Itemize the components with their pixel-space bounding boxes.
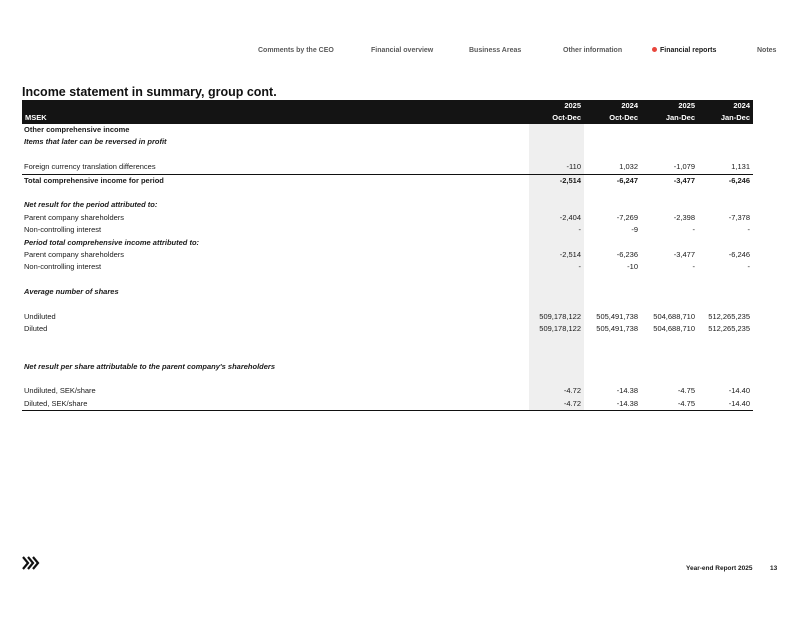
- row-value: [584, 149, 641, 161]
- row-value: -14.40: [698, 398, 753, 411]
- row-label: Diluted: [24, 324, 48, 334]
- row-value: -6,246: [728, 250, 750, 260]
- active-indicator-dot: [652, 47, 657, 52]
- row-label: [22, 187, 529, 199]
- row-label: Non-controlling interest: [24, 225, 102, 235]
- row-value: [698, 348, 753, 360]
- footer-report-name: Year-end Report 2025: [686, 565, 753, 572]
- row-value: -: [747, 225, 750, 235]
- row-value: 505,491,738: [596, 312, 638, 322]
- row-value: -: [529, 224, 584, 236]
- table-row: [22, 187, 753, 199]
- table-row: [22, 261, 753, 273]
- row-value: [698, 149, 753, 161]
- row-value: -6,247: [584, 174, 641, 187]
- row-label: Other comprehensive income: [24, 125, 130, 134]
- row-label: Items that later can be reversed in profit: [24, 137, 167, 147]
- table-row: [22, 286, 753, 298]
- row-value: [641, 373, 698, 385]
- header-period: Oct-Dec: [584, 112, 641, 124]
- row-label: Parent company shareholders: [24, 212, 125, 222]
- row-value: [529, 286, 584, 298]
- header-row-years: [22, 100, 753, 112]
- row-value: [584, 336, 641, 348]
- row-value: -10: [627, 262, 638, 272]
- row-value: [584, 361, 641, 373]
- row-label: Net result per share attributable to the parent company's shareholders: [24, 361, 276, 371]
- row-value: 509,178,122: [529, 311, 584, 323]
- row-value: [698, 336, 753, 348]
- row-value: 504,688,710: [653, 324, 695, 334]
- header-period: Jan-Dec: [698, 112, 753, 124]
- table-row: [22, 323, 753, 335]
- row-label: Undiluted, SEK/share: [24, 386, 96, 396]
- row-label: Net result for the period attributed to:: [24, 200, 158, 210]
- row-value: [584, 124, 641, 136]
- row-value: -4.72: [529, 398, 584, 411]
- nav-item-financial-reports-label: Financial reports: [660, 47, 717, 54]
- row-value: [584, 237, 641, 249]
- row-value: -6,246: [698, 174, 753, 187]
- table-row: [22, 161, 753, 174]
- nav-item-notes[interactable]: Notes: [757, 47, 777, 54]
- row-value: -6,236: [616, 250, 638, 260]
- row-value: -2,514: [529, 174, 584, 187]
- row-value: -2,514: [529, 249, 584, 261]
- row-value: [641, 187, 698, 199]
- row-label: [22, 274, 529, 286]
- header-unit-label: MSEK: [22, 112, 529, 124]
- row-value: [584, 187, 641, 199]
- footer-page-number: 13: [770, 565, 778, 572]
- row-value: 1,032: [619, 162, 638, 172]
- row-label: [22, 348, 529, 360]
- row-value: -: [529, 261, 584, 273]
- row-value: [641, 286, 698, 298]
- table-row: [22, 136, 753, 148]
- row-value: [529, 336, 584, 348]
- row-value: [529, 373, 584, 385]
- row-value: [698, 274, 753, 286]
- header-year: 2024: [698, 100, 753, 112]
- row-value: -7,269: [616, 212, 638, 222]
- table-row: [22, 336, 753, 348]
- row-label: Period total comprehensive income attributed to:: [24, 237, 200, 247]
- row-value: -4.72: [529, 385, 584, 397]
- table-row: [22, 124, 753, 136]
- row-value: -: [692, 225, 695, 235]
- row-value: [529, 199, 584, 211]
- row-value: [641, 199, 698, 211]
- row-value: [698, 136, 753, 148]
- row-value: [584, 373, 641, 385]
- header-empty-cell: [22, 100, 529, 112]
- row-value: [529, 237, 584, 249]
- row-value: -7,378: [728, 212, 750, 222]
- row-value: 512,265,235: [708, 324, 750, 334]
- row-value: [529, 187, 584, 199]
- row-value: [641, 274, 698, 286]
- row-label: Non-controlling interest: [24, 262, 102, 272]
- row-value: -: [747, 262, 750, 272]
- table-row: [22, 311, 753, 323]
- row-value: -14.38: [616, 386, 638, 396]
- table-row: [22, 373, 753, 385]
- row-value: -4.75: [641, 398, 698, 411]
- row-value: -1,079: [673, 162, 695, 172]
- row-value: -9: [631, 225, 638, 235]
- header-period: Jan-Dec: [641, 112, 698, 124]
- table-body: [22, 124, 753, 411]
- row-value: [584, 348, 641, 360]
- nav-item-financial-reports[interactable]: [652, 47, 716, 54]
- row-value: [529, 348, 584, 360]
- row-value: [698, 199, 753, 211]
- header-year: 2025: [641, 100, 698, 112]
- table-row: [22, 274, 753, 286]
- row-value: [641, 336, 698, 348]
- top-navigation: [0, 47, 800, 59]
- row-value: [529, 274, 584, 286]
- header-row-periods: [22, 112, 753, 124]
- nav-item-financial-overview[interactable]: Financial overview: [371, 47, 434, 54]
- row-value: [529, 361, 584, 373]
- table-row: [22, 237, 753, 249]
- row-value: [641, 299, 698, 311]
- row-value: [698, 237, 753, 249]
- row-value: 1,131: [731, 162, 750, 172]
- income-statement-table-container: [22, 100, 748, 411]
- row-value: [641, 361, 698, 373]
- row-label: Undiluted: [24, 312, 56, 322]
- row-value: [584, 136, 641, 148]
- table-row: [22, 199, 753, 211]
- row-label: Parent company shareholders: [24, 250, 125, 260]
- table-row: [22, 249, 753, 261]
- row-value: 504,688,710: [653, 312, 695, 322]
- row-value: [698, 299, 753, 311]
- row-value: -4.75: [677, 386, 695, 396]
- row-label: Total comprehensive income for period: [22, 174, 529, 187]
- row-label: Diluted, SEK/share: [22, 398, 529, 411]
- nav-item-business-areas[interactable]: Business Areas: [469, 47, 522, 54]
- header-period: Oct-Dec: [529, 112, 584, 124]
- row-label: [22, 149, 529, 161]
- row-value: -14.40: [728, 386, 750, 396]
- header-year: 2025: [529, 100, 584, 112]
- row-value: [698, 286, 753, 298]
- row-value: [641, 124, 698, 136]
- row-label: Average number of shares: [24, 287, 119, 297]
- table-row: [22, 149, 753, 161]
- table-row: [22, 361, 753, 373]
- row-value: [698, 361, 753, 373]
- row-value: [698, 373, 753, 385]
- row-value: 505,491,738: [596, 324, 638, 334]
- table-row: [22, 398, 753, 411]
- table-row: [22, 385, 753, 397]
- row-value: -14.38: [584, 398, 641, 411]
- row-value: [529, 124, 584, 136]
- row-label: [22, 299, 529, 311]
- row-value: 509,178,122: [529, 323, 584, 335]
- row-value: [529, 299, 584, 311]
- row-value: -110: [529, 161, 584, 174]
- row-label: Foreign currency translation differences: [24, 162, 156, 172]
- nav-item-other-information[interactable]: Other information: [563, 47, 623, 54]
- row-value: -3,477: [673, 250, 695, 260]
- row-value: [641, 348, 698, 360]
- row-value: [529, 149, 584, 161]
- row-value: [698, 124, 753, 136]
- company-logo-icon: [22, 556, 40, 570]
- row-value: [529, 136, 584, 148]
- nav-item-comments-by-ceo[interactable]: Comments by the CEO: [258, 47, 334, 54]
- row-value: [698, 187, 753, 199]
- row-value: [641, 149, 698, 161]
- row-value: [641, 136, 698, 148]
- row-label: [22, 336, 529, 348]
- table-row: [22, 212, 753, 224]
- table-row: [22, 348, 753, 360]
- table-row: [22, 174, 753, 187]
- row-value: -3,477: [641, 174, 698, 187]
- row-value: 512,265,235: [708, 312, 750, 322]
- row-value: [641, 237, 698, 249]
- row-value: -2,404: [529, 212, 584, 224]
- row-value: [584, 274, 641, 286]
- row-value: [584, 286, 641, 298]
- table-row: [22, 224, 753, 236]
- income-statement-table: [22, 100, 753, 411]
- row-value: -: [692, 262, 695, 272]
- page-title: Income statement in summary, group cont.: [22, 85, 277, 99]
- row-value: -2,398: [673, 212, 695, 222]
- row-label: [22, 373, 529, 385]
- table-row: [22, 299, 753, 311]
- header-year: 2024: [584, 100, 641, 112]
- row-value: [584, 299, 641, 311]
- row-value: [584, 199, 641, 211]
